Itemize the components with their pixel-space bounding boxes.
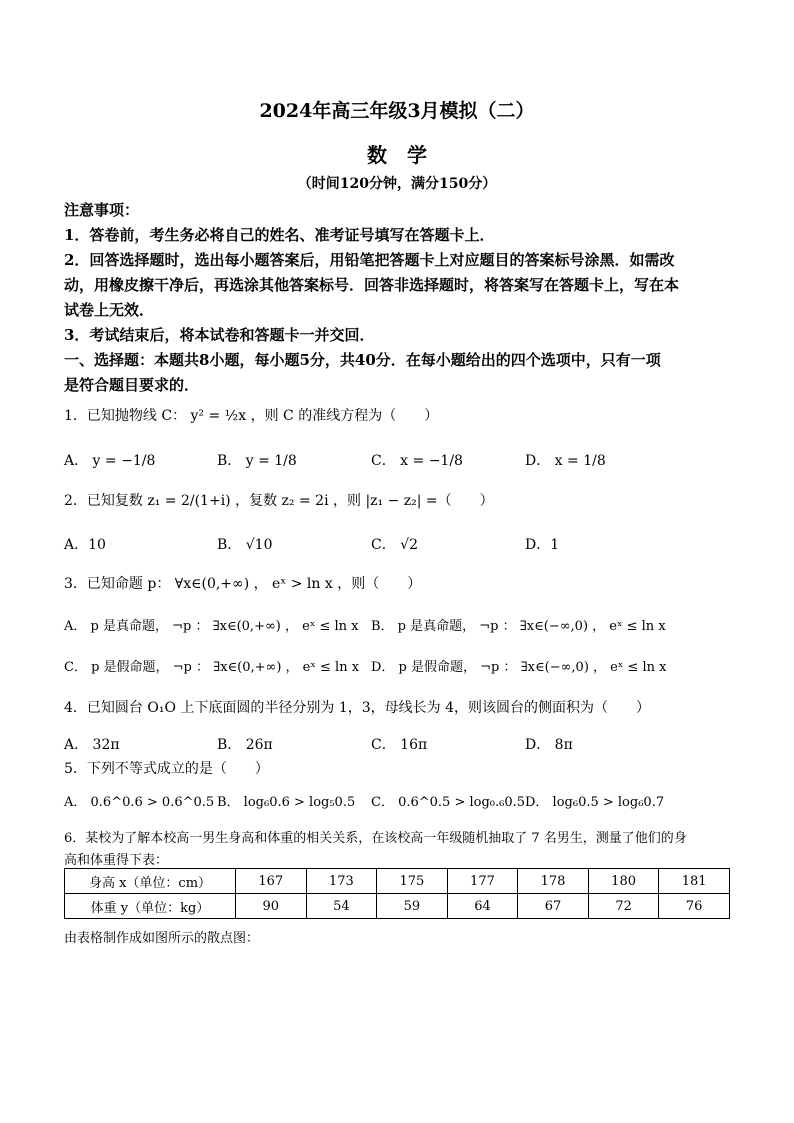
question-1-stem: 1．已知抛物线 C： y² = ½x ，则 C 的准线方程为（ ） — [64, 408, 439, 424]
height-weight-table — [64, 868, 730, 919]
table-cell: 175 — [377, 869, 448, 894]
table-cell: 178 — [518, 869, 589, 894]
table-cell: 180 — [588, 869, 659, 894]
table-cell: 59 — [377, 894, 448, 919]
question-6-after-table: 由表格制作成如图所示的散点图： — [64, 931, 260, 946]
table-cell: 181 — [659, 869, 730, 894]
table-cell: 72 — [588, 894, 659, 919]
table-cell: 76 — [659, 894, 730, 919]
question-2-option-c: C． √2 — [371, 537, 418, 553]
section-1-line-1: 一、选择题：本题共8小题，每小题5分，共40分．在每小题给出的四个选项中，只有一项 — [64, 351, 661, 369]
table-cell: 90 — [236, 894, 307, 919]
question-1-option-c: C． x = −1/8 — [371, 453, 463, 469]
table-cell: 64 — [447, 894, 518, 919]
table-row-label: 体重 y（单位：kg） — [65, 894, 236, 919]
note-item-2-line-1: 2．回答选择题时，选出每小题答案后，用铅笔把答题卡上对应题目的答案标号涂黑．如需改 — [64, 251, 675, 269]
question-3-option-b: B． p 是真命题， ¬p ： ∃x∈(−∞,0) ， eˣ ≤ ln x — [371, 619, 666, 634]
notes-heading: 注意事项： — [64, 201, 140, 219]
table-cell: 173 — [306, 869, 377, 894]
question-5-option-c: C． 0.6^0.5 > log₀.₆0.5 — [371, 795, 526, 810]
note-item-1: 1．答卷前，考生务必将自己的姓名、准考证号填写在答题卡上． — [64, 226, 495, 244]
note-item-2-line-3: 试卷上无效． — [64, 301, 155, 319]
question-1-option-a: A． y = −1/8 — [64, 453, 156, 469]
question-3-option-c: C． p 是假命题， ¬p ： ∃x∈(0,+∞) ， eˣ ≤ ln x — [64, 660, 360, 675]
time-note: （时间120分钟，满分150分） — [297, 176, 497, 192]
question-4-option-a: A． 32π — [64, 737, 120, 753]
table-cell: 177 — [447, 869, 518, 894]
note-item-2-line-2: 动，用橡皮擦干净后，再选涂其他答案标号．回答非选择题时，将答案写在答题卡上，写在本 — [64, 276, 680, 294]
table-row-label: 身高 x（单位：cm） — [65, 869, 236, 894]
table-cell: 67 — [518, 894, 589, 919]
note-item-3: 3．考试结束后，将本试卷和答题卡一并交回． — [64, 326, 375, 344]
question-6-stem-line-2: 高和体重得下表： — [64, 853, 169, 868]
table-cell: 54 — [306, 894, 377, 919]
exam-title: 2024年高三年级3月模拟（二） — [259, 100, 535, 122]
question-2-option-d: D．1 — [525, 537, 560, 553]
question-2-option-a: A．10 — [64, 537, 106, 553]
table-row — [65, 894, 730, 919]
question-2-stem: 2．已知复数 z₁ = 2/(1+i) ，复数 z₂ = 2i ，则 |z₁ − z₂| =（ ） — [64, 493, 494, 509]
table-cell: 167 — [236, 869, 307, 894]
question-4-option-d: D． 8π — [525, 737, 573, 753]
question-5-option-a: A． 0.6^0.6 > 0.6^0.5 — [64, 795, 215, 810]
section-1-line-2: 是符合题目要求的． — [64, 376, 200, 394]
table-row — [65, 869, 730, 894]
question-1-option-b: B． y = 1/8 — [217, 453, 297, 469]
question-4-stem: 4．已知圆台 O₁O 上下底面圆的半径分别为 1，3，母线长为 4，则该圆台的侧面积为（ ） — [64, 700, 650, 716]
question-2-option-b: B． √10 — [217, 537, 273, 553]
question-5-option-d: D． log₆0.5 > log₆0.7 — [525, 795, 665, 810]
question-6-stem-line-1: 6．某校为了解本校高一男生身高和体重的相关关系，在该校高一年级随机抽取了 7 名男生，测量了他们的身 — [64, 831, 687, 846]
question-4-option-c: C． 16π — [371, 737, 428, 753]
question-5-option-b: B． log₆0.6 > log₅0.5 — [217, 795, 356, 810]
question-1-option-d: D． x = 1/8 — [525, 453, 606, 469]
question-3-option-d: D． p 是假命题， ¬p ： ∃x∈(−∞,0) ， eˣ ≤ ln x — [371, 660, 667, 675]
question-3-option-a: A． p 是真命题， ¬p ： ∃x∈(0,+∞) ， eˣ ≤ ln x — [64, 619, 359, 634]
question-3-stem: 3．已知命题 p： ∀x∈(0,+∞) ， eˣ > ln x ，则（ ） — [64, 576, 422, 592]
question-5-stem: 5．下列不等式成立的是（ ） — [64, 761, 269, 777]
question-4-option-b: B． 26π — [217, 737, 273, 753]
subject-title: 数 学 — [367, 143, 427, 167]
